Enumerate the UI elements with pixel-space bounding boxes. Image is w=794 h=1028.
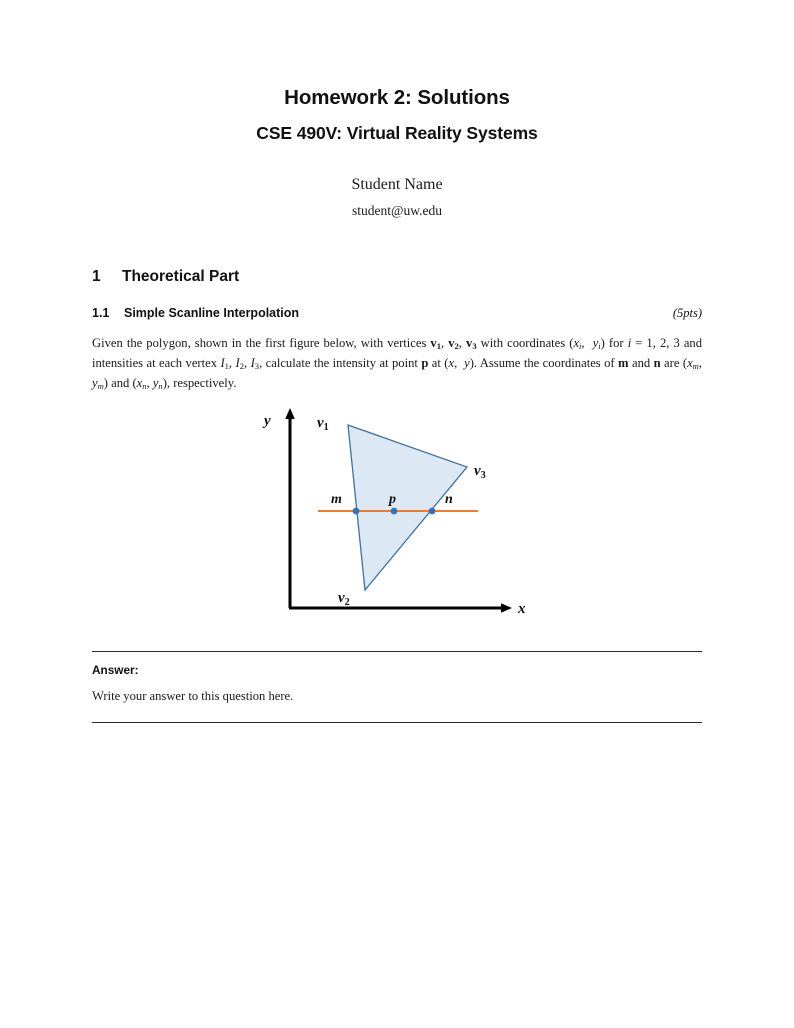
vertex-label-v2: [338, 590, 350, 609]
vertex-v3-subscript: 3: [480, 470, 486, 482]
vertex-v1-base: v: [317, 415, 324, 431]
point-n-marker: [429, 508, 436, 515]
subsection-points: (5pts): [672, 306, 702, 320]
point-label-m: m: [331, 492, 342, 507]
page-title: Homework 2: Solutions: [284, 86, 510, 109]
subsection-title: Simple Scanline Interpolation: [124, 306, 300, 320]
question-body: Given the polygon, shown in the first figure below, with vertices $v_1$, $v_2$, $v_3$ with coordinates ($x_i$, $y_i$) for i = 1, 2, 3 and intensities at each vertex $I_1$, $I_2$, $I_3$, calculate the intensity at point p at (x, y). Assume the coordinates of m and n are ($x_m$, $y_m$) and ($x_n$, $y_n$), respectively.: [92, 336, 702, 392]
vertex-label-v1: [317, 415, 329, 434]
scanline-interpolation-figure: [255, 403, 545, 631]
x-axis: [289, 603, 512, 613]
answer-placeholder-text[interactable]: Write your answer to this question here.: [92, 689, 294, 703]
subsection-number: 1.1: [92, 306, 110, 320]
answer-rule-top: [92, 651, 702, 652]
point-label-n: n: [445, 492, 453, 507]
answer-label: Answer:: [92, 663, 139, 677]
vertex-v3-base: v: [474, 463, 481, 479]
triangle-polygon: [348, 425, 467, 590]
point-m-marker: [353, 508, 360, 515]
author-email: student@uw.edu: [352, 203, 442, 218]
y-axis-label: y: [264, 413, 271, 429]
vertex-v2-subscript: 2: [344, 597, 350, 609]
section-number: 1: [92, 268, 101, 285]
section-heading-1: [92, 269, 702, 285]
author-name: Student Name: [351, 176, 443, 193]
figure-svg: [255, 403, 545, 631]
point-label-p: p: [389, 492, 396, 507]
section-title: Theoretical Part: [122, 268, 240, 285]
y-axis: [285, 408, 295, 608]
vertex-v1-subscript: 1: [323, 422, 329, 434]
point-p-marker: [391, 508, 398, 515]
vertex-label-v3: [474, 463, 486, 482]
title-block: [0, 88, 794, 218]
x-axis-label: x: [518, 601, 526, 617]
subsection-heading-1-1: [92, 307, 702, 320]
page-subtitle: CSE 490V: Virtual Reality Systems: [256, 122, 538, 143]
answer-rule-bottom: [92, 722, 702, 723]
vertex-v2-base: v: [338, 590, 345, 606]
